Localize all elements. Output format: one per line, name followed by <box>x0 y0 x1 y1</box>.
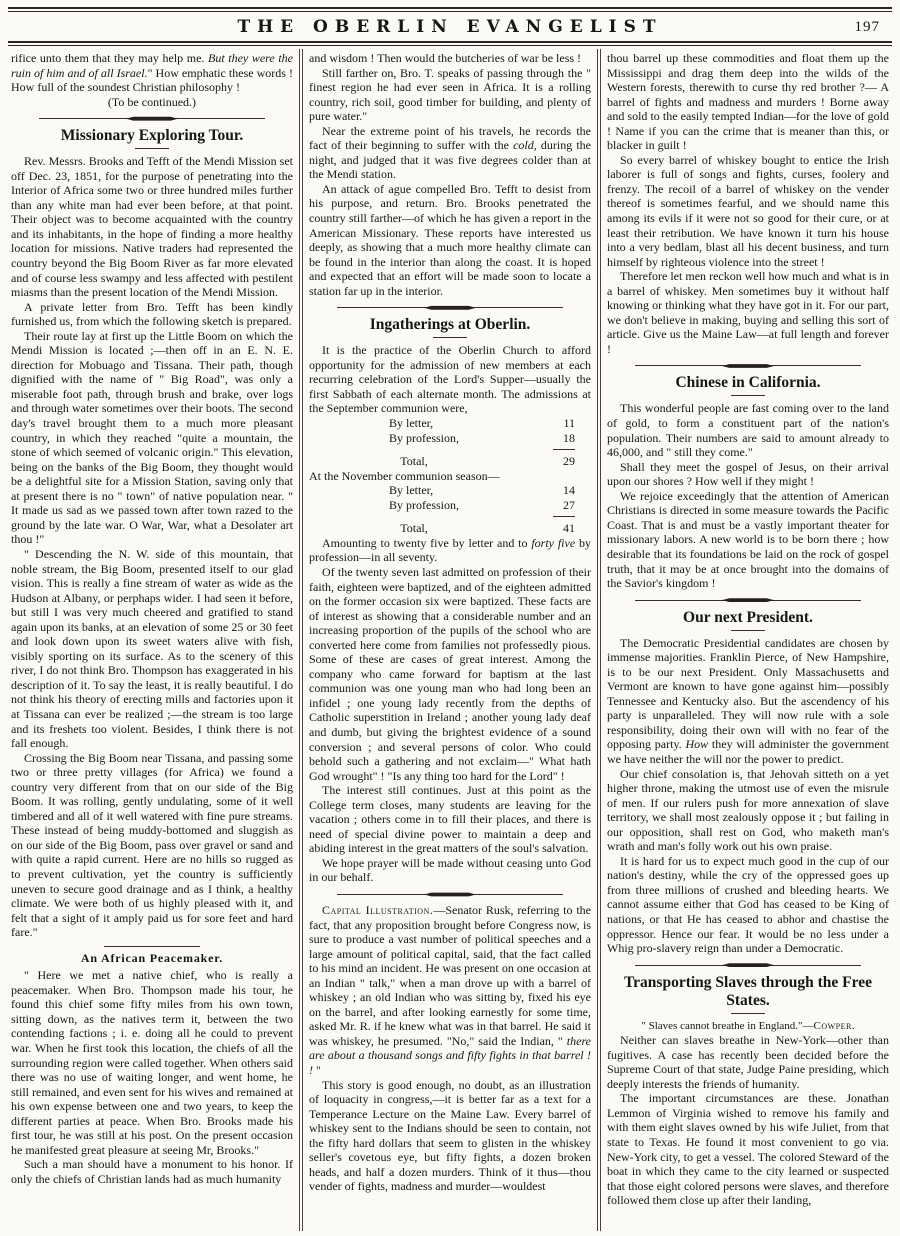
divider-line <box>337 894 432 895</box>
ledger-row <box>309 454 591 469</box>
paragraph: We hope prayer will be made without ceasing unto God in our behalf. <box>309 855 591 885</box>
article-subheading: An African Peacemaker. <box>80 950 224 965</box>
ledger-sum-rule <box>309 445 591 454</box>
paragraph: Amounting to twenty five by letter and to forty five by profession—in all seventy. <box>309 535 592 565</box>
paragraph: Capital Illustration.—Senator Rusk, referring to the fact, that any proposition brought before Congress now, is sure to produce a vast number of political speeches and a large amount of political capital, said, that the fact called to his mind an incident. He was present on one occasion at an Indian " talk," when a man drove up with a barrel of whiskey ; an old Indian who was sitting by, fixed his eye on the barrel, and after looking earnestly for some time, asked Mr. R. if he knew what was in that barrel. He said it was whiskey, he presumed. "No," said the Indian, " there are about a thousand songs and fifty fights in that barrel ! ! " <box>309 902 591 1077</box>
paragraph: We rejoice exceedingly that the attention of American Christians is directed in some measure towards the Pacific Coast. That is and must be a vastly important theater for missionary labors. A new world is to be born there ; how desirable that its foundations be laid on the rock of gospel truth, that it may be at once brought into the domains of the Savior's kingdom ! <box>607 488 889 591</box>
article-heading: Ingatherings at Oberlin. <box>369 316 531 334</box>
paragraph: Rev. Messrs. Brooks and Tefft of the Mendi Mission set off Dec. 23, 1851, for the purpose of penetrating into the Interior of Africa some two or three hundred miles further than any white man had ever been before, at that point. Their object was to become acquainted with the country and its inhabitants, in the hope of finding a more healthy location for missions. Native traders had represented the country beyond the Big Boom River as far more elevated and of course less swampy and less affected with pestilent miasms than the present location of the Mendi Mission. <box>11 154 293 300</box>
divider-diamond-icon <box>424 305 476 310</box>
page-body <box>6 49 894 1231</box>
ledger-dash <box>553 516 575 517</box>
masthead-bottom-rule <box>8 41 892 46</box>
paragraph: Near the extreme point of his travels, he records the fact of their beginning to suffer with the cold, during the night, and judged that it was five degrees colder than at the Mendi station. <box>309 123 591 182</box>
article-heading: Transporting Slaves through the Free States. <box>623 973 872 1009</box>
paragraph: " Here we met a native chief, who is really a peacemaker. When Bro. Thompson made his tour, he found this chief some fifty miles from his own town, sitting down, as the natives term it, between the two contending factions ; i. e. doing all he could to prevent war. When he first took this location, the chiefs of all the surrounding region were called together. When others said there was no use of waiting longer, and went home, he still remained, and even sent for his wives and remained at his own expense between one and two years, to keep the different parties at peace. When Bro. Brooks made his first tour, he was still at his post. On the present occasion he manifested great pleasure at seeing Mr, Brooks." <box>11 968 293 1157</box>
divider-line <box>39 118 134 119</box>
ledger-value: 14 <box>563 483 575 498</box>
paragraph: rifice unto them that they may help me. But they were the ruin of him and of all Israel." How emphatic these words ! How full of the soundest Christian philosophy ! <box>11 51 293 95</box>
paragraph: Their route lay at first up the Little Boom on which the Mendi Mission is located ;—then off in an E. N. E. direction for Mobuago and Tissana. Their path, though dignified with the name of " Big Road", was only a miserable foot path, through brush and brake, over logs and through water sometimes over their boots. The second day's travel brought them to a much more pleasant country, in which they reached "quite a mountain, the stone of which seemed of volcanic origin." This elevation, being on the banks of the Big Boom, they thought would be a delightful site for a Mission Station, saving only that at present there is no " town" of native population near. " It made us sad as we passed town after town razed to the ground by the late war. O War, War, what a Desolater art thou !" <box>11 328 293 547</box>
paragraph: The Democratic Presidential candidates are chosen by immense majorities. Franklin Pierce, of New Hampshire, is to be our next President. Only Massachusetts and Vermont are known to have gone against him—possibly Tennessee and Kentucky also. But the ascendency of his party is unparalleled. They will now rule with a sole responsibility, doing their own will with no fear of the opposing party. How they will administer the government we have neither the will nor the power to predict. <box>607 635 889 766</box>
section-divider <box>635 597 861 604</box>
ledger-value: 18 <box>563 430 575 445</box>
divider-line <box>766 965 861 966</box>
ledger-sum-rule <box>309 512 591 521</box>
paragraph: The interest still continues. Just at this point as the College term closes, many students are leaving for the vacation ; others come in to fill their places, and there is need of special divine power to maintain a deep and abiding interest in the great matters of the soul's salvation. <box>309 783 591 856</box>
ledger-row <box>309 498 591 513</box>
ledger-label: Total, <box>400 521 428 536</box>
heading-rule <box>731 630 765 631</box>
divider-line <box>635 600 730 601</box>
column-rule-1 <box>299 49 303 1231</box>
divider-line <box>170 118 265 119</box>
section-divider <box>635 962 861 969</box>
ledger-label: By profession, <box>389 430 459 445</box>
ledger-row <box>309 483 591 498</box>
divider-diamond-icon <box>424 892 476 897</box>
heading-rule <box>433 337 467 338</box>
ledger-label: By profession, <box>389 497 459 512</box>
section-divider <box>635 362 861 369</box>
centered-line: (To be continued.) <box>107 94 197 109</box>
divider-line <box>468 894 563 895</box>
divider-diamond-icon <box>722 963 774 968</box>
subheading-rule <box>104 946 200 947</box>
paragraph: and wisdom ! Then would the butcheries of war be less ! <box>309 51 582 65</box>
masthead-title: THE OBERLIN EVANGELIST <box>237 17 663 37</box>
paragraph: So every barrel of whiskey bought to entice the Irish laborer is full of songs and fights, curses, foolery and frenzy. The recoil of a barrel of whiskey on the vender thereof is sometimes fearful, and we should name this among its evils if it were not so good for their cure, or at least their retribution. We have known it turn his house into a very bedlam, blast all his decent business, and turn himself by righteous violence into the street ! <box>607 152 889 269</box>
ledger-value: 29 <box>563 454 575 469</box>
paragraph: At the November communion season— <box>309 468 500 483</box>
paragraph: " Descending the N. W. side of this mountain, that noble stream, the Big Boom, presented itself to our glad vision. This is really a fine stream of water as wide as the Hudson at Albany, or perphaps wider. I had seen it before, but still I was very much cheered and gratified to stand again upon its banks, at an elevation of some 25 or 30 feet and look down upon its sweet waters alive with fish, visibly sporting on its surface. As to the scenery of this river, I do not think Bro. Thompson has exaggerated in his description of it. To say the least, it is really beautiful. I do not think his theory of erecting mills and factories upon it at Tissana can ever be realized ;—the stream is too large and its freshets too violent. Besides, I think there is not fall enough. <box>11 546 293 751</box>
section-divider <box>337 304 563 311</box>
paragraph: Our chief consolation is, that Jehovah sitteth on a yet higher throne, making the utmost use of even the misrule of men. If our rulers push for more annexation of slave territory, we shall most zealously oppose it ; but failing in our opposition, shall rest on God, who maketh man's wrath and man's folly work out his own praise. <box>607 766 889 854</box>
page-number: 197 <box>854 19 880 35</box>
heading-rule <box>135 148 169 149</box>
paragraph: Crossing the Big Boom near Tissana, and passing some two or three pretty villages (for Africa) we found a country very different from that on our side of the Big Boom. It was rolling, gently undulating, some of it well timbered and all of it well watered with fine pure streams. These instead of being muddy-bottomed and sluggish as on our side of the Big Boom, pass over gravel or sand and with quite a rapid current. Here are no hills so rugged as to prevent cultivation, yet the country is sufficiently uneven to secure good drainage and as I think, a healthy climate. We were both of us highly pleased with it, and felt that a sight of it amply paid us for sore feet and hard fare." <box>11 750 293 940</box>
divider-line <box>635 965 730 966</box>
paragraph: A private letter from Bro. Tefft has been kindly furnished us, from which the following sketch is prepared. <box>11 299 293 329</box>
article-heading: Missionary Exploring Tour. <box>60 127 244 145</box>
column-2 <box>304 49 596 1231</box>
epigraph: " Slaves cannot breathe in England."—Cowper. <box>641 1019 855 1032</box>
paragraph: This wonderful people are fast coming over to the land of gold, to form a constituent part of the nation's population. Their numbers are said to amount already to 46,000, and " still they come." <box>607 401 889 460</box>
heading-rule <box>731 1013 765 1014</box>
column-rule-2 <box>597 49 601 1231</box>
paragraph: Shall they meet the gospel of Jesus, on their arrival upon our shores ? How well if they might ! <box>607 459 889 489</box>
ledger-row <box>309 431 591 446</box>
column-3 <box>602 49 894 1231</box>
ledger-dash <box>553 449 575 450</box>
ledger-label: By letter, <box>389 483 434 498</box>
divider-line <box>766 365 861 366</box>
ledger-value: 41 <box>563 521 575 536</box>
article-heading: Our next President. <box>683 608 813 626</box>
paragraph: Therefore let men reckon well how much and what is in a barrel of whiskey. Men sometimes buy it without half knowing or thinking what they have got in it. For our part, we don't believe in making, buying and selling this sort of article. Give us the Maine Law—at full length and forever ! <box>607 269 889 356</box>
article-heading: Chinese in California. <box>675 374 821 392</box>
ledger-value: 27 <box>563 497 575 512</box>
paragraph: It is hard for us to expect much good in the cup of our nation's destiny, while the cry of the oppressed goes up from three millions of crushed and bleeding hearts. We cannot assume either that God has ceased to be King of nations, or that He has ceased to abhor and chastise the oppressor. Hence our fear. It would be no less under a Whig pro-slavery reign than under a Democratic. <box>607 853 889 956</box>
paragraph: An attack of ague compelled Bro. Tefft to desist from his purpose, and return. Bro. Brooks penetrated the country still farther—of which he has given a report in the American Missionary. These reports have interested us deeply, as showing that a much more healthy climate can be found in the interior than along the coast. It is hoped and expected that an effort will be made soon to locate a station far up in the interior. <box>309 181 591 298</box>
divider-diamond-icon <box>722 598 774 603</box>
paragraph: It is the practice of the Oberlin Church to afford opportunity for the admission of new members at each recurring celebration of the Lord's Supper—usually the first Sabbath of each alternate month. The admissions at the September communion were, <box>309 343 591 416</box>
divider-diamond-icon <box>126 116 178 121</box>
ledger-value: 11 <box>563 416 575 431</box>
paragraph: The important circumstances are these. Jonathan Lemmon of Virginia wished to remove his family and with them eight slaves owned by his wife Juliet, from that state to Texas. He found it most convenient to go via. New-York city, to get a vessel. The colored Steward of the boat in which they came to the city learned or suspected that those eight colored persons were slaves, and therefore followed them close up after their landing, <box>607 1091 889 1208</box>
paragraph: Neither can slaves breathe in New-York—other than fugitives. A case has recently been decided before the Supreme Court of that state, Judge Paine presiding, which deeply interests the friends of humanity. <box>607 1033 889 1091</box>
divider-line <box>766 600 861 601</box>
paragraph: Such a man should have a monument to his honor. If only the chiefs of Christian lands had as much humanity <box>11 1157 293 1186</box>
ledger-label: By letter, <box>389 416 434 431</box>
divider-line <box>468 307 563 308</box>
section-divider <box>337 891 563 898</box>
ledger-row <box>309 521 591 536</box>
ledger-row <box>309 416 591 431</box>
paragraph: This story is good enough, no doubt, as an illustration of loquacity in congress,—it is better far as a text for a Temperance Lecture on the Maine Law. Every barrel of whiskey sent to the Indians should be seen to contain, not the fifty hard dollars that seem to glisten in the whiskey seller's covetous eye, but fifty fights, a dozen broken heads, and half a dozen murders. Think of it thus—thou vender of fights, madness and murder—wouldest <box>309 1077 591 1194</box>
paragraph: Of the twenty seven last admitted on profession of their faith, eighteen were baptized, and of the eighteen admitted on the former occasion six were baptized. These facts are of interest as showing that a considerable number and an increasing proportion of the pupils of the school who are converted here come from families not professedly pious. Some of these are cases of great interest. Among the company who came forward for baptism at the last communion was one young man who had long been an infidel ; one young lady recently from the depths of Catholic superstition in Ireland ; another young lady deaf and dumb, but giving the brightest evidence of a sound conversion ; and several persons of color. Who could behold such a gathering and not exclaim—" What hath God wrought" ! "Is any thing too hard for the Lord" ! <box>309 564 591 783</box>
paragraph: thou barrel up these commodities and float them up the Mississippi and drag them deep into the wilds of the Western forests, therewith to curse thy red brother ?— A barrel of fights and madness and murders ! Borne away and sold to the easily tempted Indian—for the love of gold ! Name if you can the crime that is meaner than this, or blacker in guilt ! <box>607 51 889 153</box>
masthead <box>6 12 894 41</box>
divider-line <box>635 365 730 366</box>
divider-line <box>337 307 432 308</box>
column-1 <box>6 49 298 1231</box>
paragraph: Still farther on, Bro. T. speaks of passing through the " finest region he had ever seen in Africa. It is a rolling country, rich soil, good timber for building, and plenty of pure water." <box>309 65 591 124</box>
section-divider <box>39 115 265 122</box>
ledger-label: Total, <box>400 454 428 469</box>
divider-diamond-icon <box>722 363 774 368</box>
heading-rule <box>731 395 765 396</box>
